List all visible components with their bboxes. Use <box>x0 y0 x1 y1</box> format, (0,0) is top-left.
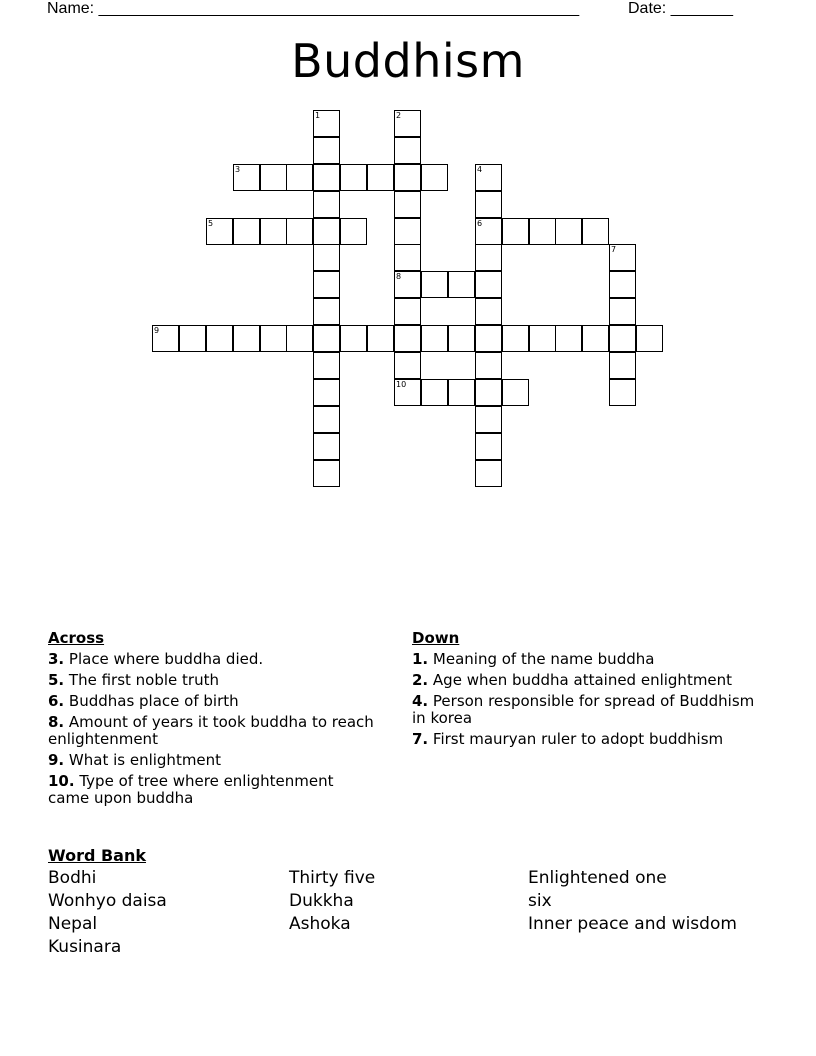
crossword-cell[interactable] <box>206 325 233 352</box>
clue-text: Buddhas place of birth <box>64 692 239 710</box>
crossword-cell[interactable] <box>313 379 340 406</box>
across-clue <box>48 714 378 748</box>
crossword-cell[interactable] <box>313 191 340 218</box>
crossword-cell[interactable] <box>421 164 448 191</box>
word-bank-item: Bodhi <box>48 868 97 888</box>
word-bank-item: Thirty five <box>289 868 376 888</box>
crossword-cell[interactable] <box>233 218 260 245</box>
clue-number: 3 <box>235 165 241 174</box>
across-clue <box>48 651 378 668</box>
crossword-cell[interactable] <box>313 137 340 164</box>
clue-number: 10 <box>396 380 407 389</box>
down-heading: Down <box>412 629 460 647</box>
crossword-cell[interactable] <box>367 164 394 191</box>
crossword-cell[interactable] <box>421 271 448 298</box>
crossword-cell[interactable] <box>313 298 340 325</box>
word-bank-item: Dukkha <box>289 891 354 911</box>
clue-text: The first noble truth <box>64 671 219 689</box>
crossword-cell[interactable] <box>394 271 421 298</box>
crossword-cell[interactable] <box>340 164 367 191</box>
clue-number: 7 <box>611 245 617 254</box>
crossword-cell[interactable] <box>529 218 556 245</box>
crossword-cell[interactable] <box>394 191 421 218</box>
crossword-cell[interactable] <box>448 379 475 406</box>
word-bank-item: Kusinara <box>48 937 122 957</box>
crossword-cell[interactable] <box>475 406 502 433</box>
down-clues <box>412 630 762 752</box>
across-clue <box>48 773 378 807</box>
crossword-cell[interactable] <box>475 460 502 487</box>
clue-text: Type of tree where enlightenment came upon buddha <box>48 772 334 807</box>
crossword-cell[interactable] <box>286 325 313 352</box>
crossword-cell[interactable] <box>609 352 636 379</box>
word-bank-item: Wonhyo daisa <box>48 891 167 911</box>
crossword-cell[interactable] <box>394 218 421 245</box>
crossword-cell[interactable] <box>502 218 529 245</box>
crossword-cell[interactable] <box>475 379 502 406</box>
across-clue <box>48 672 378 689</box>
clue-text: Person responsible for spread of Buddhism in korea <box>412 692 755 727</box>
crossword-cell[interactable] <box>260 164 287 191</box>
clue-number: 5. <box>48 671 65 689</box>
crossword-cell[interactable] <box>609 298 636 325</box>
clue-number: 6. <box>48 692 65 710</box>
clue-number: 1 <box>315 111 321 120</box>
crossword-cell[interactable] <box>286 164 313 191</box>
crossword-cell[interactable] <box>502 379 529 406</box>
crossword-cell[interactable] <box>313 164 340 191</box>
crossword-cell[interactable] <box>313 433 340 460</box>
crossword-cell[interactable] <box>475 352 502 379</box>
down-clue <box>412 693 762 727</box>
down-clue <box>412 672 762 689</box>
across-clue <box>48 693 378 710</box>
crossword-cell[interactable] <box>286 218 313 245</box>
crossword-cell[interactable] <box>394 298 421 325</box>
down-clue <box>412 651 762 668</box>
crossword-cell[interactable] <box>609 271 636 298</box>
name-field[interactable]: Name: ______________________________________________________ <box>47 0 580 17</box>
crossword-cell[interactable] <box>475 218 502 245</box>
word-bank-item: six <box>528 891 552 911</box>
crossword-cell[interactable] <box>609 325 636 352</box>
clue-number: 4. <box>412 692 429 710</box>
crossword-cell[interactable] <box>313 325 340 352</box>
clue-text: Place where buddha died. <box>64 650 264 668</box>
crossword-cell[interactable] <box>448 271 475 298</box>
crossword-cell[interactable] <box>313 218 340 245</box>
clue-number: 9. <box>48 751 65 769</box>
crossword-cell[interactable] <box>394 352 421 379</box>
clue-number: 3. <box>48 650 65 668</box>
crossword-cell[interactable] <box>475 433 502 460</box>
crossword-cell[interactable] <box>475 244 502 271</box>
crossword-cell[interactable] <box>421 325 448 352</box>
crossword-cell[interactable] <box>555 218 582 245</box>
clue-number: 1. <box>412 650 429 668</box>
across-clue <box>48 752 378 769</box>
date-field[interactable]: Date: _______ <box>628 0 733 17</box>
word-bank-item: Ashoka <box>289 914 351 934</box>
clue-number: 2. <box>412 671 429 689</box>
crossword-cell[interactable] <box>475 298 502 325</box>
crossword-cell[interactable] <box>179 325 206 352</box>
crossword-cell[interactable] <box>582 218 609 245</box>
clue-number: 8 <box>396 272 402 281</box>
crossword-cell[interactable] <box>313 352 340 379</box>
crossword-cell[interactable] <box>529 325 556 352</box>
crossword-cell[interactable] <box>367 325 394 352</box>
clue-text: Amount of years it took buddha to reach enlightenment <box>48 713 374 748</box>
word-bank-item: Enlightened one <box>528 868 667 888</box>
crossword-cell[interactable] <box>233 164 260 191</box>
crossword-cell[interactable] <box>636 325 663 352</box>
crossword-cell[interactable] <box>313 271 340 298</box>
crossword-cell[interactable] <box>206 218 233 245</box>
crossword-cell[interactable] <box>582 325 609 352</box>
crossword-cell[interactable] <box>421 379 448 406</box>
across-heading: Across <box>48 629 105 647</box>
word-bank-item: Nepal <box>48 914 98 934</box>
crossword-cell[interactable] <box>609 379 636 406</box>
page-title: Buddhism <box>291 34 525 88</box>
clue-number: 8. <box>48 713 65 731</box>
crossword-cell[interactable] <box>609 244 636 271</box>
crossword-cell[interactable] <box>313 460 340 487</box>
clue-number: 5 <box>208 219 214 228</box>
crossword-cell[interactable] <box>394 137 421 164</box>
across-clues <box>48 630 378 811</box>
crossword-cell[interactable] <box>233 325 260 352</box>
crossword-cell[interactable] <box>394 110 421 137</box>
crossword-cell[interactable] <box>475 164 502 191</box>
clue-number: 4 <box>477 165 483 174</box>
crossword-cell[interactable] <box>475 325 502 352</box>
crossword-cell[interactable] <box>260 325 287 352</box>
clue-text: Meaning of the name buddha <box>428 650 655 668</box>
clue-text: First mauryan ruler to adopt buddhism <box>428 730 724 748</box>
crossword-cell[interactable] <box>260 218 287 245</box>
crossword-cell[interactable] <box>555 325 582 352</box>
crossword-cell[interactable] <box>448 325 475 352</box>
clue-number: 10. <box>48 772 75 790</box>
crossword-cell[interactable] <box>340 325 367 352</box>
crossword-cell[interactable] <box>475 191 502 218</box>
crossword-cell[interactable] <box>394 244 421 271</box>
crossword-cell[interactable] <box>394 379 421 406</box>
crossword-cell[interactable] <box>502 325 529 352</box>
word-bank-heading: Word Bank <box>48 846 147 865</box>
crossword-cell[interactable] <box>313 406 340 433</box>
crossword-cell[interactable] <box>394 164 421 191</box>
clue-text: What is enlightment <box>64 751 222 769</box>
word-bank-item: Inner peace and wisdom <box>528 914 737 934</box>
down-clue <box>412 731 762 748</box>
clue-number: 6 <box>477 219 483 228</box>
crossword-cell[interactable] <box>313 110 340 137</box>
clue-text: Age when buddha attained enlightment <box>428 671 733 689</box>
clue-number: 9 <box>154 326 160 335</box>
crossword-cell[interactable] <box>394 325 421 352</box>
clue-number: 2 <box>396 111 402 120</box>
crossword-cell[interactable] <box>313 244 340 271</box>
crossword-cell[interactable] <box>340 218 367 245</box>
crossword-cell[interactable] <box>152 325 179 352</box>
crossword-cell[interactable] <box>475 271 502 298</box>
clue-number: 7. <box>412 730 429 748</box>
